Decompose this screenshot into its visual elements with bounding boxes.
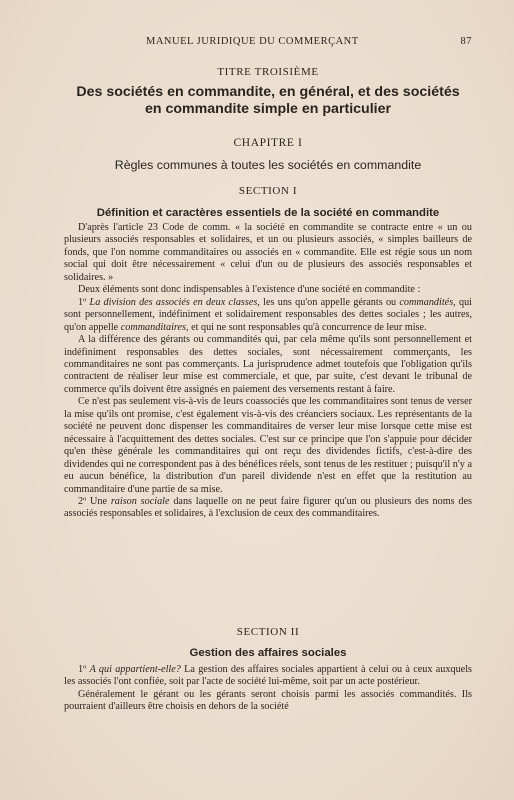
- section2-label: SECTION II: [236, 626, 300, 638]
- text-run: dans laquelle on ne peut faire figurer qu'un ou plusieurs des noms des associés responsables et solidaires, à l'exclusion de ceux des commanditaires.: [64, 495, 472, 520]
- section1-label: SECTION I: [238, 185, 298, 197]
- titre-heading: [64, 84, 472, 118]
- section1-paragraph-6: [64, 496, 472, 521]
- running-title: MANUEL JURIDIQUE DU COMMERÇANT: [146, 36, 359, 47]
- section2-body: [64, 664, 472, 714]
- page-number: 87: [460, 36, 472, 47]
- titre-heading-line2: en commandite simple en particulier: [145, 101, 391, 117]
- item-number: 1º: [78, 664, 90, 675]
- section1-paragraph-4: A la différence des gérants ou commandités qui, par cela même qu'ils sont personnellement et indéfiniment responsables des dettes sociales, sont nécessairement commerçants, les commanditaires ne sont pas commerçants. La jurisprudence admet toutefois que l'obligation qu'ils contractent de réaliser leur mise est commerciale, et que, par suite, c'est devant le tribunal de commerce qu'ils doivent être assignés en paiement des versements restant à faire.: [64, 334, 472, 395]
- section1-body: [64, 222, 472, 521]
- item-number: 2º Une: [78, 495, 111, 507]
- section2-heading: Gestion des affaires sociales: [189, 647, 347, 659]
- emphasis: commanditaires,: [120, 321, 189, 333]
- running-head: [64, 36, 472, 50]
- section2-paragraph-2: Généralement le gérant ou les gérants seront choisis parmi les associés commandités. Ils pourraient d'ailleurs être choisis en dehors de la société: [64, 688, 472, 713]
- text-run: et qui ne sont responsables qu'à concurrence de leur mise.: [188, 321, 427, 333]
- item-number: 1º: [78, 296, 87, 308]
- emphasis: La division des associés en deux classes,: [89, 296, 260, 308]
- section1-paragraph-3: [64, 297, 472, 334]
- chapitre-heading: Règles communes à toutes les sociétés en commandite: [114, 158, 422, 172]
- text-run: les uns qu'on appelle gérants ou: [259, 296, 400, 308]
- section2-paragraph-1: [64, 664, 472, 689]
- text-run: La gestion des affaires sociales appartient à celui ou à ceux auxquels les associés l'ont confiée, soit par l'acte de société lui-même, soit par un acte postérieur.: [64, 664, 472, 688]
- chapitre-label: CHAPITRE I: [233, 137, 303, 149]
- section1-paragraph-2: Deux éléments sont donc indispensables à l'existence d'une société en commandite :: [78, 284, 421, 296]
- titre-label: TITRE TROISIÈME: [217, 66, 319, 78]
- emphasis: commandités,: [399, 296, 456, 308]
- section1-paragraph-1: D'après l'article 23 Code de comm. « la société en commandite se contracte entre « un ou plusieurs associés responsables et solidaires, et un ou plusieurs associés, « simples bailleurs de fonds, que l'on nomme commanditaires ou associés en « commandite. Elle est régie sous un nom social qui doit être nécessairement « celui d'un ou de plusieurs des associés responsables et solidaires. »: [64, 222, 472, 283]
- emphasis: A qui appartient-elle?: [89, 664, 181, 675]
- titre-heading-line1: Des sociétés en commandite, en général, et des sociétés: [76, 84, 460, 100]
- section1-paragraph-5: Ce n'est pas seulement vis-à-vis de leurs coassociés que les commanditaires sont tenus de verser la mise qu'ils ont promise, c'est également vis-à-vis des créanciers sociaux. Les représentants de la société ne peuvent donc dispenser les commanditaires de verser leur mise lorsque cette mise est nécessaire à l'acquittement des dettes sociales. C'est sur ce principe que l'on s'appuie pour décider qu'en thèse générale les commanditaires qui ont reçu des dividendes fictifs, c'est-à-dire des dividendes qui ne correspondent pas à des bénéfices réels, sont tenus de les restituer ; puisqu'il n'y a eu aucun bénéfice, la distribution d'un pareil dividende n'est en effet que la restitution au commanditaire d'une partie de sa mise.: [64, 396, 472, 495]
- emphasis: raison sociale: [110, 495, 170, 507]
- section1-heading: Définition et caractères essentiels de la société en commandite: [96, 207, 440, 219]
- text-run: qui sont personnellement, indéfiniment et solidairement responsables des dettes sociales ; les autres, qu'on appelle: [64, 296, 472, 333]
